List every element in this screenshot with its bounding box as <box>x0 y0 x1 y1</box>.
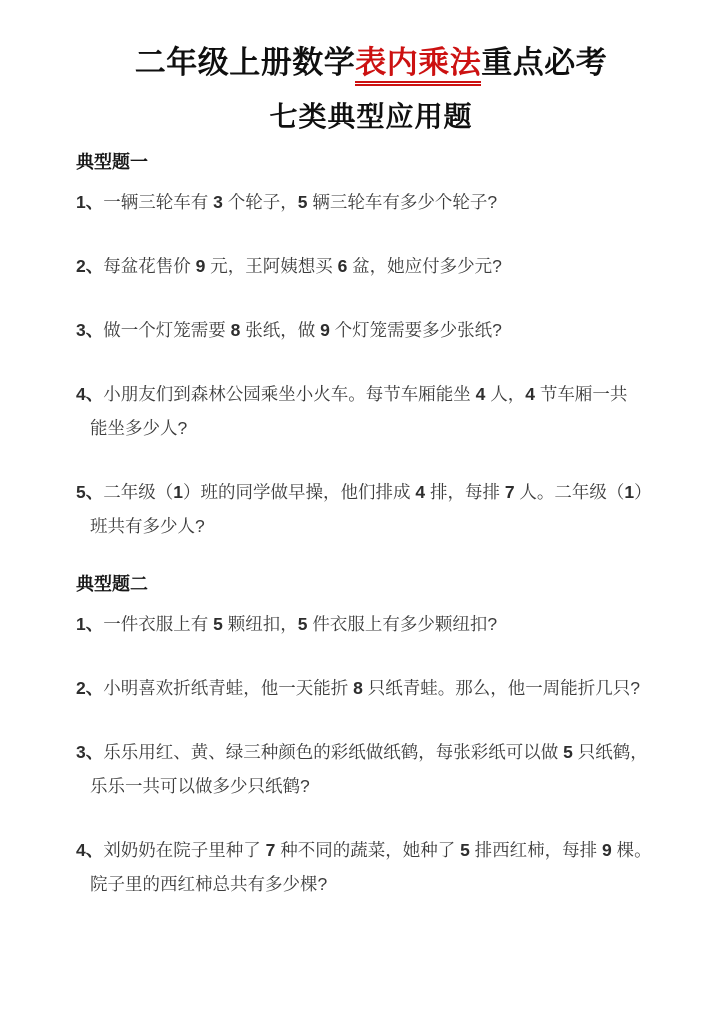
title-highlight: 表内乘法 <box>355 45 481 86</box>
question-text: 二年级（1）班的同学做早操，他们排成 4 排，每排 7 人。二年级（1） <box>103 482 652 502</box>
question-number: 2、 <box>76 678 104 698</box>
question-line <box>76 475 666 509</box>
question-text: 小朋友们到森林公园乘坐小火车。每节车厢能坐 4 人，4 节车厢一共 <box>103 384 628 404</box>
question-line: 乐乐一共可以做多少只纸鹤? <box>90 776 310 796</box>
question-line: 班共有多少人? <box>90 516 205 536</box>
question-number: 1、 <box>76 192 104 212</box>
question-item <box>76 833 666 901</box>
title-pre: 二年级上册数学 <box>134 45 356 80</box>
question-number: 1、 <box>76 614 104 634</box>
page-subtitle: 七类典型应用题 <box>269 101 473 132</box>
question-text: 乐乐用红、黄、绿三种颜色的彩纸做纸鹤，每张彩纸可以做 5 只纸鹤， <box>103 742 648 762</box>
section-one <box>76 151 666 543</box>
question-line <box>76 377 666 411</box>
section-two <box>76 573 666 901</box>
question-number: 3、 <box>76 742 104 762</box>
question-item <box>76 735 666 803</box>
question-text: 小明喜欢折纸青蛙，他一天能折 8 只纸青蛙。那么，他一周能折几只? <box>103 678 640 698</box>
question-text: 做一个灯笼需要 8 张纸，做 9 个灯笼需要多少张纸? <box>103 320 502 340</box>
question-number: 4、 <box>76 384 104 404</box>
question-line <box>76 607 666 641</box>
question-number: 2、 <box>76 256 104 276</box>
question-text: 刘奶奶在院子里种了 7 种不同的蔬菜，她种了 5 排西红柿，每排 9 棵。 <box>103 840 652 860</box>
question-line: 能坐多少人? <box>90 418 188 438</box>
title-post: 重点必考 <box>481 45 608 80</box>
question-number: 5、 <box>76 482 104 502</box>
page-title <box>76 42 666 84</box>
section-two-heading: 典型题二 <box>76 574 148 594</box>
question-number: 3、 <box>76 320 104 340</box>
question-item <box>76 671 666 705</box>
section-one-heading: 典型题一 <box>76 152 148 172</box>
question-item <box>76 313 666 347</box>
question-item <box>76 377 666 445</box>
question-line <box>76 671 666 705</box>
question-item <box>76 607 666 641</box>
question-text: 一辆三轮车有 3 个轮子，5 辆三轮车有多少个轮子? <box>103 192 498 212</box>
question-line <box>76 313 666 347</box>
question-line <box>76 833 666 867</box>
question-text: 一件衣服上有 5 颗纽扣，5 件衣服上有多少颗纽扣? <box>103 614 498 634</box>
question-item <box>76 185 666 219</box>
question-number: 4、 <box>76 840 104 860</box>
question-line <box>76 735 666 769</box>
question-line: 院子里的西红柿总共有多少棵? <box>90 874 328 894</box>
question-line <box>76 249 666 283</box>
question-item <box>76 249 666 283</box>
question-line <box>76 185 666 219</box>
question-text: 每盆花售价 9 元，王阿姨想买 6 盆，她应付多少元? <box>103 256 502 276</box>
question-item <box>76 475 666 543</box>
